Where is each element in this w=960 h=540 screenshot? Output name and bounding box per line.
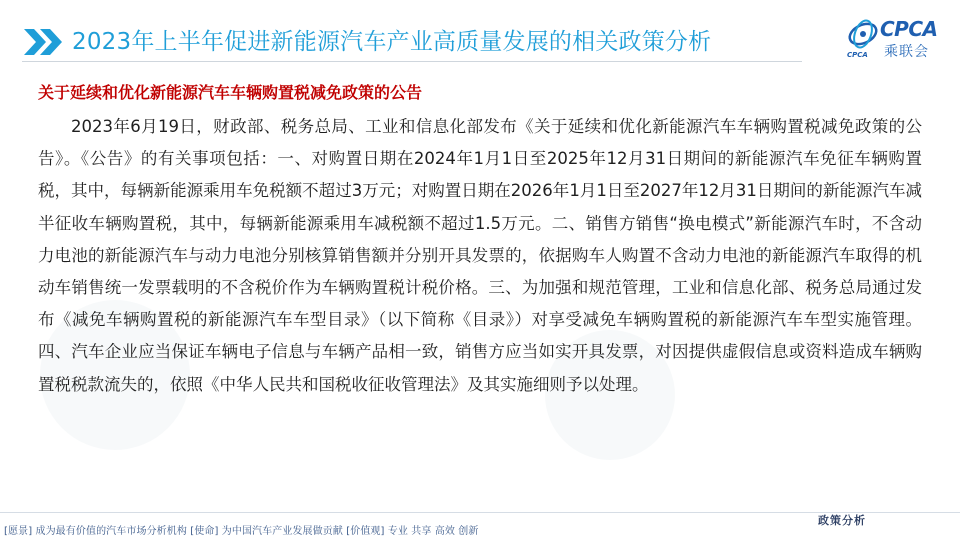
policy-body-paragraph: 2023年6月19日，财政部、税务总局、工业和信息化部发布《关于延续和优化新能源汽车车辆购置税减免政策的公告》。《公告》的有关事项包括：一、对购置日期在2024年1月1日至2025年12月31日期间的新能源汽车免征车辆购置税，其中，每辆新能源乘用车免税额不超过3万元；对购置日期在2026年1月1日至2027年12月31日期间的新能源汽车减半征收车辆购置税，其中，每辆新能源乘用车减税额不超过1.5万元。二、销售方销售“换电模式”新能源汽车时，不含动力电池的新能源汽车与动力电池分别核算销售额并分别开具发票的，依据购车人购置不含动力电池的新能源汽车取得的机动车销售统一发票载明的不含税价作为车辆购置税计税价格。三、为加强和规范管理，工业和信息化部、税务总局通过发布《减免车辆购置税的新能源汽车车型目录》（以下简称《目录》）对享受减免车辆购置税的新能源汽车车型实施管理。四、汽车企业应当保证车辆电子信息与车辆产品相一致，销售方应当如实开具发票，对因提供虚假信息或资料造成车辆购置税税款流失的，依照《中华人民共和国税收征收管理法》及其实施细则予以处理。 <box>38 117 922 394</box>
double-chevron-icon <box>22 27 66 57</box>
cpca-logo-brand: CPCA <box>880 17 938 41</box>
svg-text:CPCA: CPCA <box>847 51 868 59</box>
slide-title: 2023年上半年促进新能源汽车产业高质量发展的相关政策分析 <box>72 29 712 55</box>
footer-divider <box>0 512 960 513</box>
cpca-logo <box>846 14 946 62</box>
title-underline <box>22 61 802 62</box>
policy-heading: 关于延续和优化新能源汽车车辆购置税减免政策的公告 <box>38 83 423 102</box>
footer-mission-text: [愿景] 成为最有价值的汽车市场分析机构 [使命] 为中国汽车产业发展做贡献 [价值观] 专业 共享 高效 创新 <box>4 526 479 537</box>
cpca-logo-mark-icon <box>846 14 880 60</box>
cpca-logo-name: 乘联会 <box>884 44 929 60</box>
slide-header <box>0 0 960 64</box>
footer-section-label: 政策分析 <box>818 514 866 527</box>
